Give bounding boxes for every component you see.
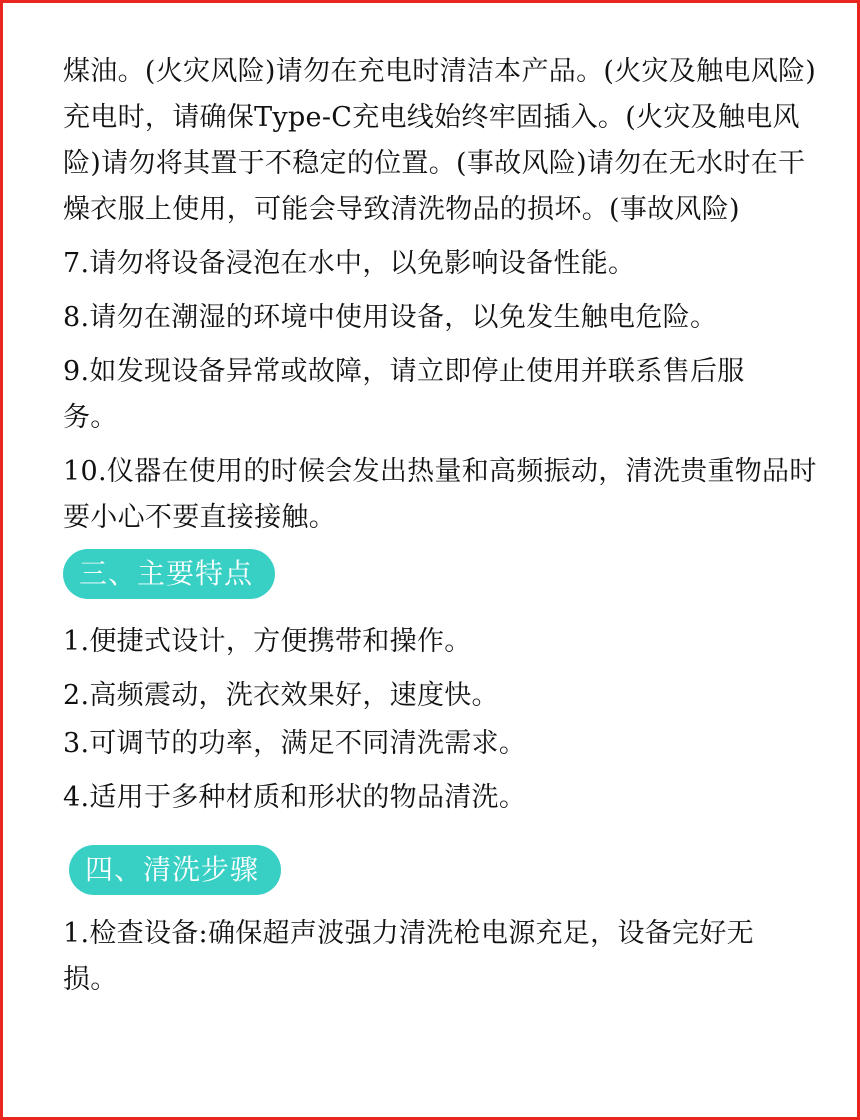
feature-item-3: 3.可调节的功率，满足不同清洗需求。 [63,728,527,759]
features-heading-wrap [63,549,823,599]
feature-item-4: 4.适用于多种材质和形状的物品清洗。 [63,782,527,813]
precaution-item-9: 9.如发现设备异常或故障，请立即停止使用并联系售后服务。 [63,356,745,433]
manual-content [63,49,823,1011]
step-item-1: 1.检查设备:确保超声波强力清洗枪电源充足，设备完好无损。 [63,918,754,995]
steps-section-title: 四、清洗步骤 [69,845,281,895]
feature-item-2: 2.高频震动，洗衣效果好，速度快。 [63,680,499,711]
precaution-item-10: 10.仪器在使用的时候会发出热量和高频振动，清洗贵重物品时要小心不要直接接触。 [63,456,817,533]
precaution-item-8: 8.请勿在潮湿的环境中使用设备，以免发生触电危险。 [63,302,718,333]
intro-paragraph: 煤油。(火灾风险)请勿在充电时清洁本产品。(火灾及触电风险)充电时，请确保Type-C充电线始终牢固插入。(火灾及触电风险)请勿将其置于不稳定的位置。(事故风险)请勿在无水时在干燥衣服上使用，可能会导致清洗物品的损坏。(事故风险) [63,56,817,225]
precaution-item-7: 7.请勿将设备浸泡在水中，以免影响设备性能。 [63,248,636,279]
features-section-title: 三、主要特点 [63,549,275,599]
steps-heading-wrap [69,845,823,895]
feature-item-1: 1.便捷式设计，方便携带和操作。 [63,626,472,657]
